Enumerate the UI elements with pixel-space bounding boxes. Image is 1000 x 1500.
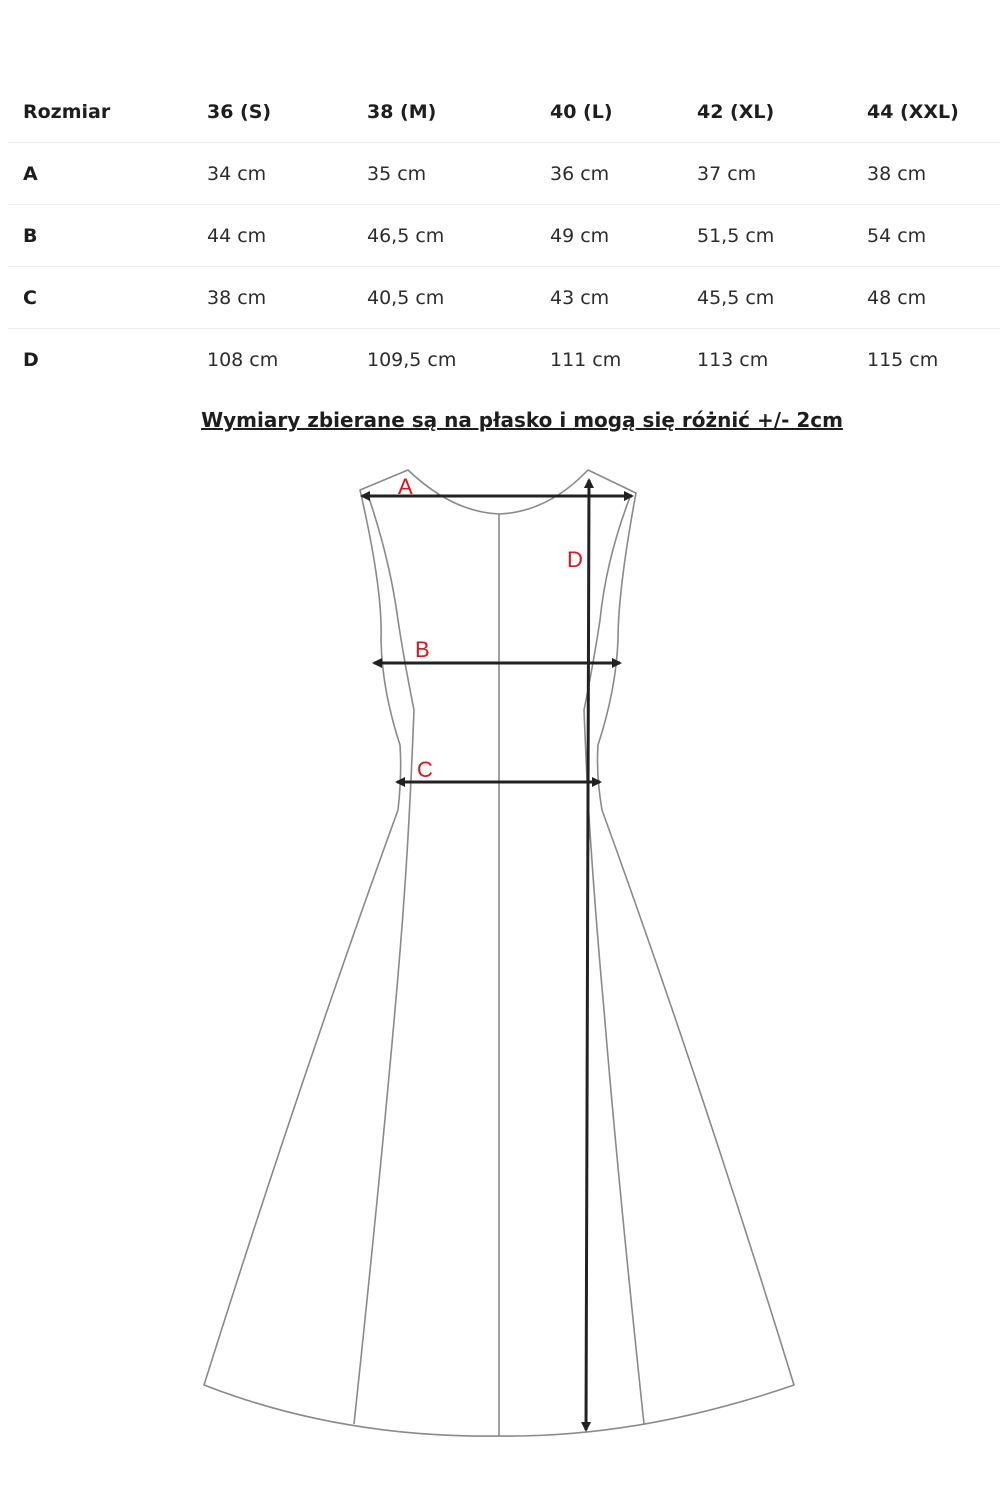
table-cell: 49 cm (550, 205, 697, 267)
table-cell: 108 cm (207, 329, 367, 391)
arrow-d (586, 480, 589, 1430)
table-cell: 38 cm (207, 267, 367, 329)
header-42: 42 (XL) (697, 101, 775, 123)
dress-diagram (0, 440, 1000, 1460)
table-cell: 40,5 cm (367, 267, 550, 329)
table-cell: 38 cm (867, 143, 1000, 205)
table-cell: 34 cm (207, 143, 367, 205)
table-cell: 44 cm (207, 205, 367, 267)
header-44: 44 (XXL) (867, 101, 959, 123)
table-cell: 43 cm (550, 267, 697, 329)
table-cell: 35 cm (367, 143, 550, 205)
header-40: 40 (L) (550, 101, 613, 123)
row-label: B (8, 205, 207, 267)
left-armhole-line (354, 495, 414, 1424)
right-armhole-line (584, 497, 644, 1424)
table-header-row (8, 82, 1000, 143)
row-label: C (8, 267, 207, 329)
header-36: 36 (S) (207, 101, 272, 123)
table-cell: 109,5 cm (367, 329, 550, 391)
label-b: B (415, 637, 430, 662)
header-size: Rozmiar (23, 101, 111, 123)
table-row (8, 205, 1000, 267)
row-label: D (8, 329, 207, 391)
table-row (8, 143, 1000, 205)
measurement-arrows (362, 480, 632, 1430)
header-38: 38 (M) (367, 101, 437, 123)
table-cell: 48 cm (867, 267, 1000, 329)
label-d: D (567, 547, 583, 572)
dress-outline (204, 470, 794, 1436)
table-cell: 115 cm (867, 329, 1000, 391)
label-c: C (417, 757, 433, 782)
label-a: A (398, 474, 413, 499)
table-cell: 36 cm (550, 143, 697, 205)
size-table (8, 82, 1000, 390)
table-cell: 46,5 cm (367, 205, 550, 267)
table-cell: 113 cm (697, 329, 867, 391)
table-cell: 45,5 cm (697, 267, 867, 329)
table-cell: 51,5 cm (697, 205, 867, 267)
measurement-note: Wymiary zbierane są na płasko i mogą się różnić +/- 2cm (201, 408, 843, 432)
table-row (8, 267, 1000, 329)
table-cell: 37 cm (697, 143, 867, 205)
row-label: A (8, 143, 207, 205)
table-cell: 54 cm (867, 205, 1000, 267)
table-cell: 111 cm (550, 329, 697, 391)
table-row (8, 329, 1000, 391)
